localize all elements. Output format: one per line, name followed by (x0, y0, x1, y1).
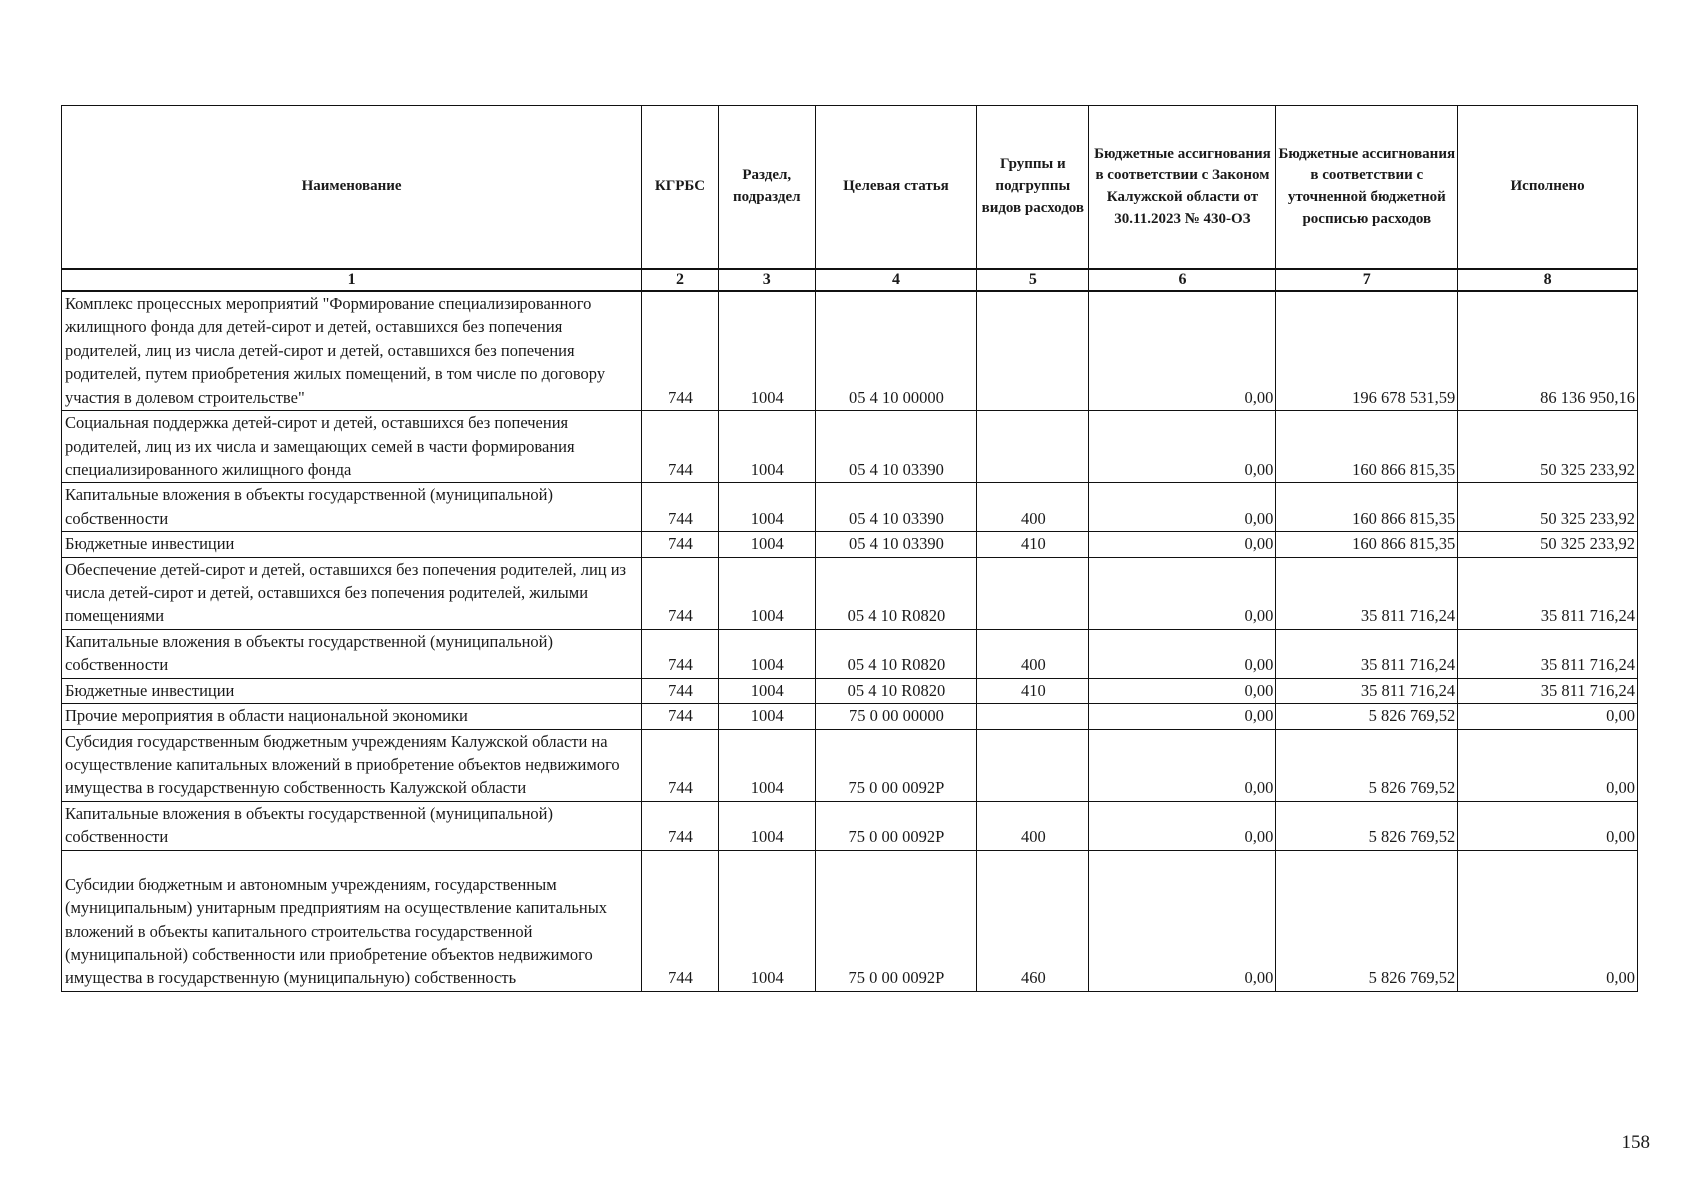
page-number: 158 (1621, 1132, 1650, 1153)
cell-expense-group: 400 (977, 629, 1089, 678)
cell-section: 1004 (718, 678, 815, 703)
cell-law-allocation: 0,00 (1089, 801, 1276, 850)
cell-section: 1004 (718, 729, 815, 801)
cell-name: Субсидии бюджетным и автономным учреждениям, государственным (муниципальным) унитарным предприятиям на осуществление капитальных вложений в объекты капитального строительства государственной (муниципальной) собственности или приобретение объектов недвижимого имущества в государственную (муниципальную) собственность (62, 850, 642, 991)
table-row (62, 850, 1638, 991)
cell-executed: 0,00 (1458, 801, 1638, 850)
cell-name: Капитальные вложения в объекты государственной (муниципальной) собственности (62, 801, 642, 850)
cell-law-allocation: 0,00 (1089, 411, 1276, 483)
table-row (62, 291, 1638, 411)
table-row (62, 483, 1638, 532)
cell-target-article: 75 0 00 0092P (815, 850, 976, 991)
cell-target-article: 05 4 10 00000 (815, 291, 976, 411)
cell-kgrbs: 744 (642, 291, 719, 411)
cell-kgrbs: 744 (642, 532, 719, 557)
cell-target-article: 05 4 10 03390 (815, 532, 976, 557)
column-number-row (62, 269, 1638, 291)
cell-law-allocation: 0,00 (1089, 678, 1276, 703)
cell-expense-group (977, 729, 1089, 801)
table-row (62, 678, 1638, 703)
cell-kgrbs: 744 (642, 629, 719, 678)
cell-executed: 0,00 (1458, 704, 1638, 729)
cell-expense-group (977, 411, 1089, 483)
budget-table (61, 105, 1638, 992)
cell-target-article: 05 4 10 03390 (815, 483, 976, 532)
cell-refined-allocation: 5 826 769,52 (1276, 729, 1458, 801)
cell-target-article: 75 0 00 00000 (815, 704, 976, 729)
cell-section: 1004 (718, 629, 815, 678)
column-number: 7 (1276, 269, 1458, 291)
cell-target-article: 75 0 00 0092P (815, 729, 976, 801)
cell-expense-group: 400 (977, 801, 1089, 850)
cell-expense-group: 410 (977, 532, 1089, 557)
cell-law-allocation: 0,00 (1089, 850, 1276, 991)
cell-name: Бюджетные инвестиции (62, 678, 642, 703)
header-kgrbs: КГРБС (642, 106, 719, 270)
cell-section: 1004 (718, 557, 815, 629)
table-row (62, 801, 1638, 850)
cell-law-allocation: 0,00 (1089, 483, 1276, 532)
cell-section: 1004 (718, 801, 815, 850)
cell-law-allocation: 0,00 (1089, 291, 1276, 411)
cell-name: Субсидия государственным бюджетным учреждениям Калужской области на осуществление капитальных вложений в приобретение объектов недвижимого имущества в государственную собственность Калужской области (62, 729, 642, 801)
cell-kgrbs: 744 (642, 704, 719, 729)
table-row (62, 557, 1638, 629)
header-law-allocations: Бюджетные ассигнования в соответствии с Законом Калужской области от 30.11.2023 № 430-ОЗ (1089, 106, 1276, 270)
cell-refined-allocation: 5 826 769,52 (1276, 704, 1458, 729)
cell-expense-group (977, 704, 1089, 729)
table-row (62, 629, 1638, 678)
cell-name: Бюджетные инвестиции (62, 532, 642, 557)
cell-law-allocation: 0,00 (1089, 532, 1276, 557)
cell-expense-group (977, 291, 1089, 411)
cell-expense-group (977, 557, 1089, 629)
cell-kgrbs: 744 (642, 483, 719, 532)
header-expense-groups: Группы и подгруппы видов расходов (977, 106, 1089, 270)
cell-refined-allocation: 160 866 815,35 (1276, 411, 1458, 483)
cell-name: Обеспечение детей-сирот и детей, оставшихся без попечения родителей, лиц из числа детей-сирот и детей, оставшихся без попечения родителей, жилыми помещениями (62, 557, 642, 629)
column-number: 1 (62, 269, 642, 291)
cell-law-allocation: 0,00 (1089, 704, 1276, 729)
cell-executed: 50 325 233,92 (1458, 411, 1638, 483)
cell-target-article: 05 4 10 R0820 (815, 678, 976, 703)
cell-executed: 35 811 716,24 (1458, 678, 1638, 703)
cell-name: Капитальные вложения в объекты государственной (муниципальной) собственности (62, 629, 642, 678)
cell-executed: 35 811 716,24 (1458, 557, 1638, 629)
cell-executed: 50 325 233,92 (1458, 483, 1638, 532)
column-number: 2 (642, 269, 719, 291)
cell-refined-allocation: 35 811 716,24 (1276, 678, 1458, 703)
cell-section: 1004 (718, 291, 815, 411)
cell-section: 1004 (718, 483, 815, 532)
table-row (62, 729, 1638, 801)
column-number: 3 (718, 269, 815, 291)
cell-refined-allocation: 35 811 716,24 (1276, 557, 1458, 629)
cell-section: 1004 (718, 704, 815, 729)
column-number: 5 (977, 269, 1089, 291)
cell-kgrbs: 744 (642, 411, 719, 483)
header-section: Раздел, подраздел (718, 106, 815, 270)
column-number: 6 (1089, 269, 1276, 291)
header-refined-allocations: Бюджетные ассигнования в соответствии с уточненной бюджетной росписью расходов (1276, 106, 1458, 270)
cell-target-article: 05 4 10 R0820 (815, 557, 976, 629)
cell-law-allocation: 0,00 (1089, 729, 1276, 801)
cell-expense-group: 410 (977, 678, 1089, 703)
cell-law-allocation: 0,00 (1089, 629, 1276, 678)
cell-refined-allocation: 160 866 815,35 (1276, 483, 1458, 532)
header-executed: Исполнено (1458, 106, 1638, 270)
column-number: 4 (815, 269, 976, 291)
cell-refined-allocation: 196 678 531,59 (1276, 291, 1458, 411)
table-row (62, 411, 1638, 483)
cell-target-article: 05 4 10 03390 (815, 411, 976, 483)
column-number: 8 (1458, 269, 1638, 291)
table-body (62, 291, 1638, 991)
cell-executed: 50 325 233,92 (1458, 532, 1638, 557)
cell-refined-allocation: 5 826 769,52 (1276, 850, 1458, 991)
cell-refined-allocation: 35 811 716,24 (1276, 629, 1458, 678)
cell-section: 1004 (718, 532, 815, 557)
table-header-row (62, 106, 1638, 270)
cell-expense-group: 400 (977, 483, 1089, 532)
cell-target-article: 05 4 10 R0820 (815, 629, 976, 678)
cell-expense-group: 460 (977, 850, 1089, 991)
cell-executed: 86 136 950,16 (1458, 291, 1638, 411)
cell-name: Комплекс процессных мероприятий "Формирование специализированного жилищного фонда для детей-сирот и детей, оставшихся без попечения родителей, лиц из числа детей-сирот и детей, оставшихся без попечения родителей, путем приобретения жилых помещений, в том числе по договору участия в долевом строительстве" (62, 291, 642, 411)
table-row (62, 704, 1638, 729)
cell-name: Социальная поддержка детей-сирот и детей, оставшихся без попечения родителей, лиц из их числа и замещающих семей в части формирования специализированного жилищного фонда (62, 411, 642, 483)
cell-kgrbs: 744 (642, 557, 719, 629)
cell-executed: 0,00 (1458, 729, 1638, 801)
cell-name: Капитальные вложения в объекты государственной (муниципальной) собственности (62, 483, 642, 532)
cell-kgrbs: 744 (642, 678, 719, 703)
cell-name: Прочие мероприятия в области национальной экономики (62, 704, 642, 729)
header-target-article: Целевая статья (815, 106, 976, 270)
cell-target-article: 75 0 00 0092P (815, 801, 976, 850)
cell-executed: 35 811 716,24 (1458, 629, 1638, 678)
table-row (62, 532, 1638, 557)
cell-law-allocation: 0,00 (1089, 557, 1276, 629)
cell-section: 1004 (718, 411, 815, 483)
header-name: Наименование (62, 106, 642, 270)
cell-refined-allocation: 160 866 815,35 (1276, 532, 1458, 557)
cell-refined-allocation: 5 826 769,52 (1276, 801, 1458, 850)
cell-kgrbs: 744 (642, 729, 719, 801)
cell-section: 1004 (718, 850, 815, 991)
cell-kgrbs: 744 (642, 801, 719, 850)
cell-kgrbs: 744 (642, 850, 719, 991)
cell-executed: 0,00 (1458, 850, 1638, 991)
